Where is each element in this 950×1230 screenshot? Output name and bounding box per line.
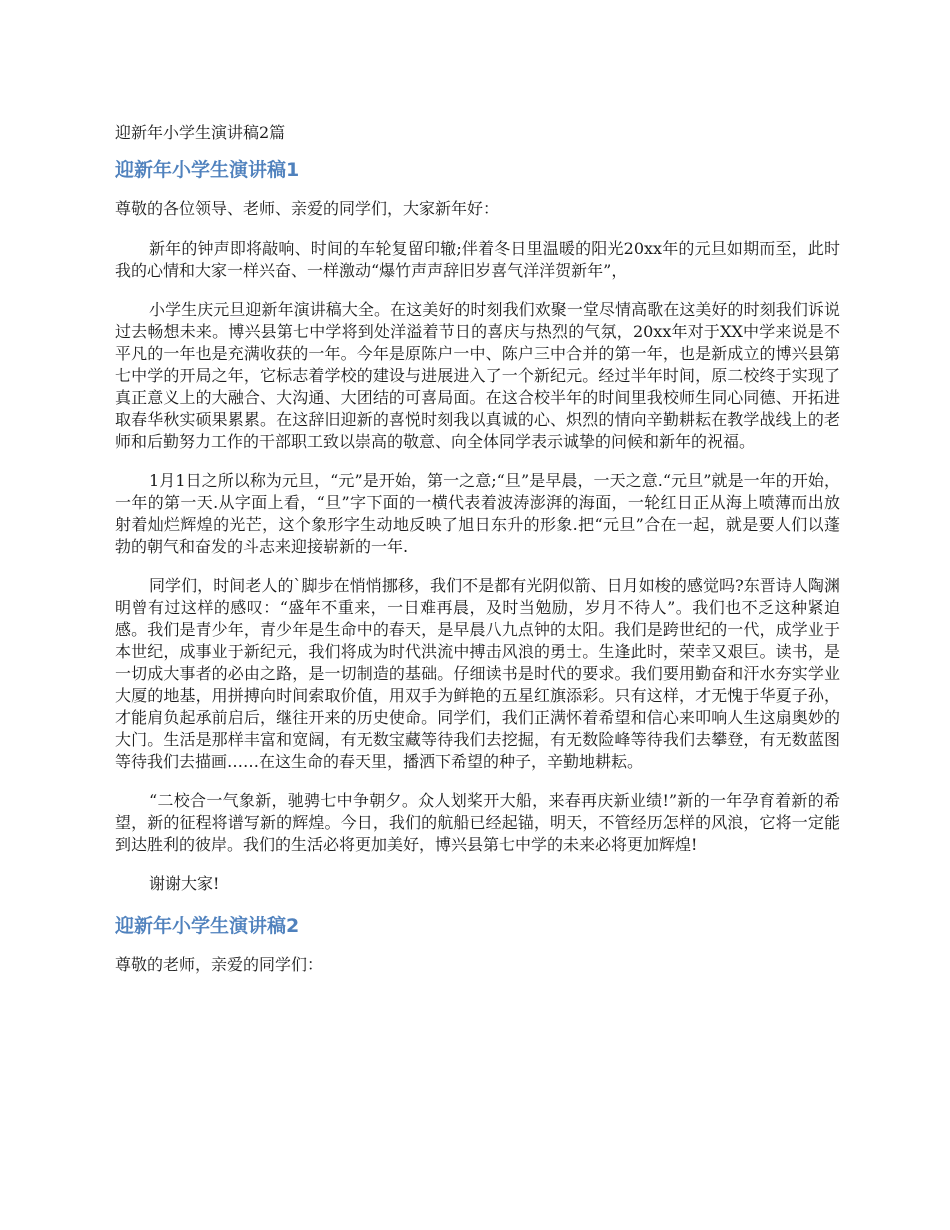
section-2-greeting: 尊敬的老师，亲爱的同学们：	[115, 955, 324, 974]
section-1-closing: 谢谢大家!	[149, 874, 220, 893]
section-1-paragraph-1: 新年的钟声即将敲响、时间的车轮复留印辙;伴着冬日里温暖的阳光20xx年的元旦如期而至，此时我的心情和大家一样兴奋、一样激动“爆竹声声辞旧岁喜气洋洋贺新年”，	[115, 239, 840, 280]
section-2-heading: 迎新年小学生演讲稿2	[115, 915, 300, 937]
section-1-paragraph-3: 1月1日之所以称为元旦，“元”是开始，第一之意;“旦”是早晨，一天之意.“元旦”就是一年的开始，一年的第一天.从字面上看，“旦”字下面的一横代表着波涛澎湃的海面，一轮红日正从海上喷薄而出放射着灿烂辉煌的光芒，这个象形字生动地反映了旭日东升的形象.把“元旦”合在一起，就是要人们以蓬勃的朝气和奋发的斗志来迎接崭新的一年.	[115, 471, 840, 556]
document-page	[115, 120, 840, 994]
section-1-greeting: 尊敬的各位领导、老师、亲爱的同学们，大家新年好：	[115, 199, 500, 218]
section-1-heading: 迎新年小学生演讲稿1	[115, 159, 300, 181]
section-1-paragraph-2: 小学生庆元旦迎新年演讲稿大全。在这美好的时刻我们欢聚一堂尽情高歌在这美好的时刻我们诉说过去畅想未来。博兴县第七中学将到处洋溢着节日的喜庆与热烈的气氛，20xx年对于XX中学来说是不平凡的一年也是充满收获的一年。今年是原陈户一中、陈户三中合并的第一年，也是新成立的博兴县第七中学的开局之年，它标志着学校的建设与进展进入了一个新纪元。经过半年时间，原二校终于实现了真正意义上的大融合、大沟通、大团结的可喜局面。在这合校半年的时间里我校师生同心同德、开拓进取春华秋实硕果累累。在这辞旧迎新的喜悦时刻我以真诚的心、炽烈的情向辛勤耕耘在教学战线上的老师和后勤努力工作的干部职工致以崇高的敬意、向全体同学表示诚挚的问候和新年的祝福。	[115, 300, 840, 451]
document-title: 迎新年小学生演讲稿2篇	[115, 123, 286, 142]
section-1-paragraph-5: “二校合一气象新，驰骋七中争朝夕。众人划桨开大船，来春再庆新业绩!”新的一年孕育着新的希望，新的征程将谱写新的辉煌。今日，我们的航船已经起锚，明天，不管经历怎样的风浪，它将一定能到达胜利的彼岸。我们的生活必将更加美好，博兴县第七中学的未来必将更加辉煌!	[115, 791, 840, 854]
section-1-paragraph-4: 同学们，时间老人的`脚步在悄悄挪移，我们不是都有光阴似箭、日月如梭的感觉吗?东晋诗人陶渊明曾有过这样的感叹：“盛年不重来，一日难再晨，及时当勉励，岁月不待人”。我们也不乏这种紧迫感。我们是青少年，青少年是生命中的春天，是早晨八九点钟的太阳。我们是跨世纪的一代，成学业于本世纪，成事业于新纪元，我们将成为时代洪流中搏击风浪的勇士。生逢此时，荣幸又艰巨。读书，是一切成大事者的必由之路，是一切制造的基础。仔细读书是时代的要求。我们要用勤奋和汗水夯实学业大厦的地基，用拼搏向时间索取价值，用双手为鲜艳的五星红旗添彩。只有这样，才无愧于华夏子孙，才能肩负起承前启后，继往开来的历史使命。同学们，我们正满怀着希望和信心来叩响人生这扇奥妙的大门。生活是那样丰富和宽阔，有无数宝藏等待我们去挖掘，有无数险峰等待我们去攀登，有无数蓝图等待我们去描画……在这生命的春天里，播洒下希望的种子，辛勤地耕耘。	[115, 576, 840, 771]
